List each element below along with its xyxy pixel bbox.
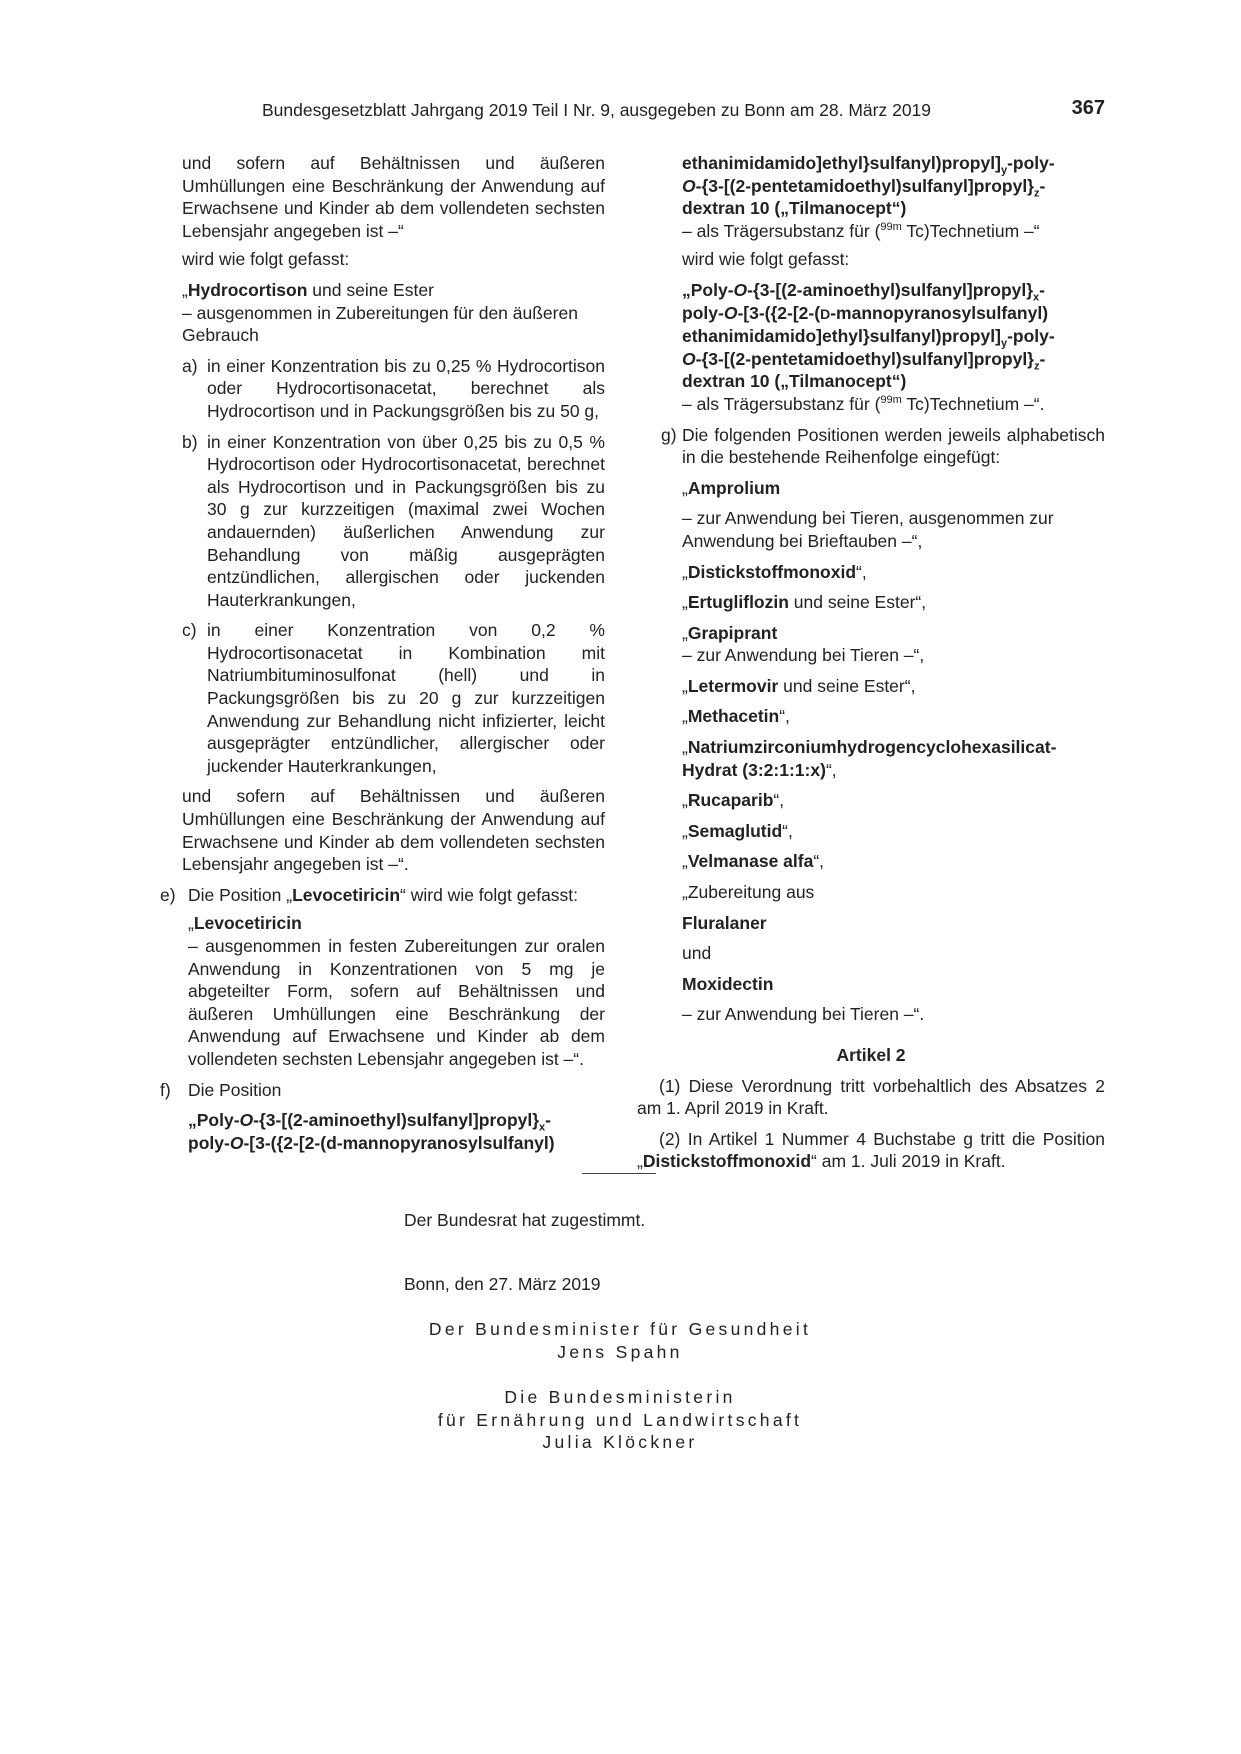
separator-rule bbox=[582, 1173, 656, 1174]
intro-paragraph: und sofern auf Behältnissen und äußeren Umhüllungen eine Beschränkung der Anwendung auf Erwachsene und Kinder ab dem vollendeten sechsten Lebensjahr angegeben ist –“ bbox=[182, 153, 605, 241]
signature-block-2 bbox=[320, 1386, 920, 1454]
artikel-2-para-2: (2) In Artikel 1 Nummer 4 Buchstabe g tritt die Position „Distickstoffmonoxid“ am 1. Juli 2019 in Kraft. bbox=[637, 1128, 1105, 1172]
levocetiricin-entry: „Levocetiricin – ausgenommen in festen Zubereitungen zur oralen Anwendung in Konzentrationen von 5 mg je abgeteilter Form, sofern auf Behältnissen und äußeren Umhüllungen eine Beschränkung der Anwendung auf Erwachsene und Kinder ab dem vollendeten sechsten Lebensjahr angegeben ist –“. bbox=[188, 913, 605, 1069]
artikel-2-para-1: (1) Diese Verordnung tritt vorbehaltlich des Absatzes 2 am 1. April 2019 in Kraft. bbox=[637, 1075, 1105, 1119]
right-column bbox=[637, 152, 1105, 1173]
item-b: b) in einer Konzentration von über 0,25 bis zu 0,5 % Hydrocortison oder Hydrocortisonacetat, berechnet als Hydrocortison und in Packungsgrößen bis zu 30 g zur kurzzeitigen (maximal zwei Wochen andauernden) äußerlichen Anwendung zur Behandlung von mäßig ausgeprägten entzündlichen, allergischen oder juckenden Hauterkrankungen, bbox=[182, 431, 605, 610]
bundesrat-line: Der Bundesrat hat zugestimmt. bbox=[404, 1210, 646, 1230]
poly-entry-new: $„Poly-O-\{3-[(2-aminoethyl)sulfanyl]propyl\}_x-$ poly-O-[3-({2-[2-(D-mannopyranosylsulfanyl) $ethanimidamido]ethyl\}sulfanyl)propyl]_y-poly-$ $O-\{3-[(2-pentetamidoethyl)sulfanyl]propyl\}_z-$ dextran 10 („Tilmanocept“) – als Trägersubstanz für ($^{99m}$ Tc)Technetium –“. bbox=[682, 279, 1055, 414]
minister-title-2a: Die Bundesministerin bbox=[504, 1387, 736, 1407]
date-line: Bonn, den 27. März 2019 bbox=[404, 1274, 601, 1294]
minister-name-1: Jens Spahn bbox=[557, 1341, 683, 1362]
minister-name-2: Julia Klöckner bbox=[542, 1432, 698, 1453]
poly-entry-old-cont: $ethanimidamido]ethyl\}sulfanyl)propyl]_y-poly-$ $O-\{3-[(2-pentetamidoethyl)sulfanyl]propyl\}_z-$ dextran 10 („Tilmanocept“) – als Trägersubstanz für ($^{99m}$ Tc)Technetium –“ bbox=[682, 153, 1055, 241]
item-f: f) Die Position bbox=[160, 1079, 282, 1100]
item-e: e) Die Position „Levocetiricin“ wird wie folgt gefasst: bbox=[160, 884, 579, 905]
hydrocortison-name: Hydrocortison bbox=[187, 279, 308, 300]
inserted-positions: „Amprolium – zur Anwendung bei Tieren, ausgenommen zur Anwendung bei Brieftauben –“, „Distickstoffmonoxid“, „Ertugliflozin und seine Ester“, „Grapiprant – zur Anwendung bei Tieren –“, „Letermovir und seine Ester“, „Methacetin“, „Natriumzirconiumhydrogencyclohexasilicat-Hydrat (3:2:1:1:x)“, „Rucaparib“, „Semaglutid“, „Velmanase alfa“, „Zubereitung aus Fluralaner und Moxidectin – zur Anwendung bei Tieren –“. bbox=[682, 477, 1057, 1025]
running-header: Bundesgesetzblatt Jahrgang 2019 Teil I Nr. 9, ausgegeben zu Bonn am 28. März 2019 bbox=[262, 100, 932, 120]
poly-entry-old: $„Poly-O-\{3-[(2-aminoethyl)sulfanyl]propyl\}_x-$ poly-O-[3-({2-[2-(d-mannopyranosylsulfanyl) bbox=[188, 1110, 555, 1153]
item-c: c) in einer Konzentration von 0,2 % Hydrocortisonacetat in Kombination mit Natriumbituminosulfonat (hell) und in Packungsgrößen bis zu 20 g zur kurzzeitigen Anwendung zur Behandlung nicht infizierter, leicht ausgeprägter entzündlicher, allergischer oder juckender Hauterkrankungen, bbox=[182, 620, 605, 776]
minister-title-1: Der Bundesminister für Gesundheit bbox=[428, 1319, 812, 1339]
wird-line: wird wie folgt gefasst: bbox=[182, 249, 350, 270]
signature-block-1 bbox=[320, 1318, 920, 1363]
outro-paragraph: und sofern auf Behältnissen und äußeren Umhüllungen eine Beschränkung der Anwendung auf Erwachsene und Kinder ab dem vollendeten sechsten Lebensjahr angegeben ist –“. bbox=[182, 786, 605, 875]
wird-line-right: wird wie folgt gefasst: bbox=[682, 249, 850, 270]
item-g: g) Die folgenden Positionen werden jeweils alphabetisch in die bestehende Reihenfolge eingefügt: bbox=[661, 424, 1105, 468]
hydrocortison-note: – ausgenommen in Zubereitungen für den äußeren Gebrauch bbox=[182, 302, 578, 346]
page-number: 367 bbox=[1071, 97, 1105, 119]
artikel-2-heading: Artikel 2 bbox=[836, 1045, 906, 1065]
item-a: a) in einer Konzentration bis zu 0,25 % Hydrocortison oder Hydrocortisonacetat, berechnet als Hydrocortison und in Packungsgrößen bis zu 50 g, bbox=[182, 355, 605, 421]
left-column bbox=[160, 152, 605, 1154]
minister-title-2b: für Ernährung und Landwirtschaft bbox=[437, 1409, 803, 1430]
hydrocortison-entry: „Hydrocortison und seine Ester bbox=[182, 279, 434, 300]
